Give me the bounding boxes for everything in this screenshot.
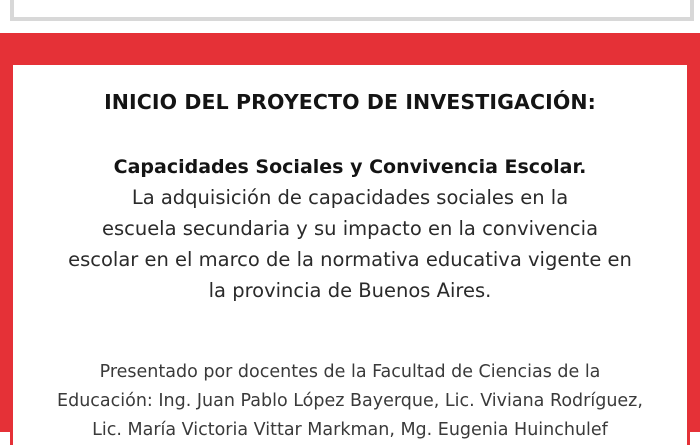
- description-line: escuela secundaria y su impacto en la convivencia: [101, 217, 599, 240]
- document-title: INICIO DEL PROYECTO DE INVESTIGACIÓN:: [104, 90, 596, 114]
- content-card: [10, 62, 690, 445]
- top-card: [10, 0, 694, 21]
- project-description: [13, 182, 687, 306]
- presented-line: Lic. María Victoria Vittar Markman, Mg. Eugenia Huinchulef: [92, 420, 608, 440]
- description-line: escolar en el marco de la normativa educativa vigente en: [68, 248, 632, 271]
- project-subtitle: Capacidades Sociales y Convivencia Escolar.: [113, 156, 587, 178]
- description-line: la provincia de Buenos Aires.: [208, 279, 492, 302]
- content-card-inner: [13, 65, 687, 445]
- presented-line: Educación: Ing. Juan Pablo López Bayerque, Lic. Viviana Rodríguez,: [57, 391, 643, 411]
- presented-line: Presentado por docentes de la Facultad de Ciencias de la: [99, 362, 601, 382]
- description-line: La adquisición de capacidades sociales en la: [131, 186, 569, 209]
